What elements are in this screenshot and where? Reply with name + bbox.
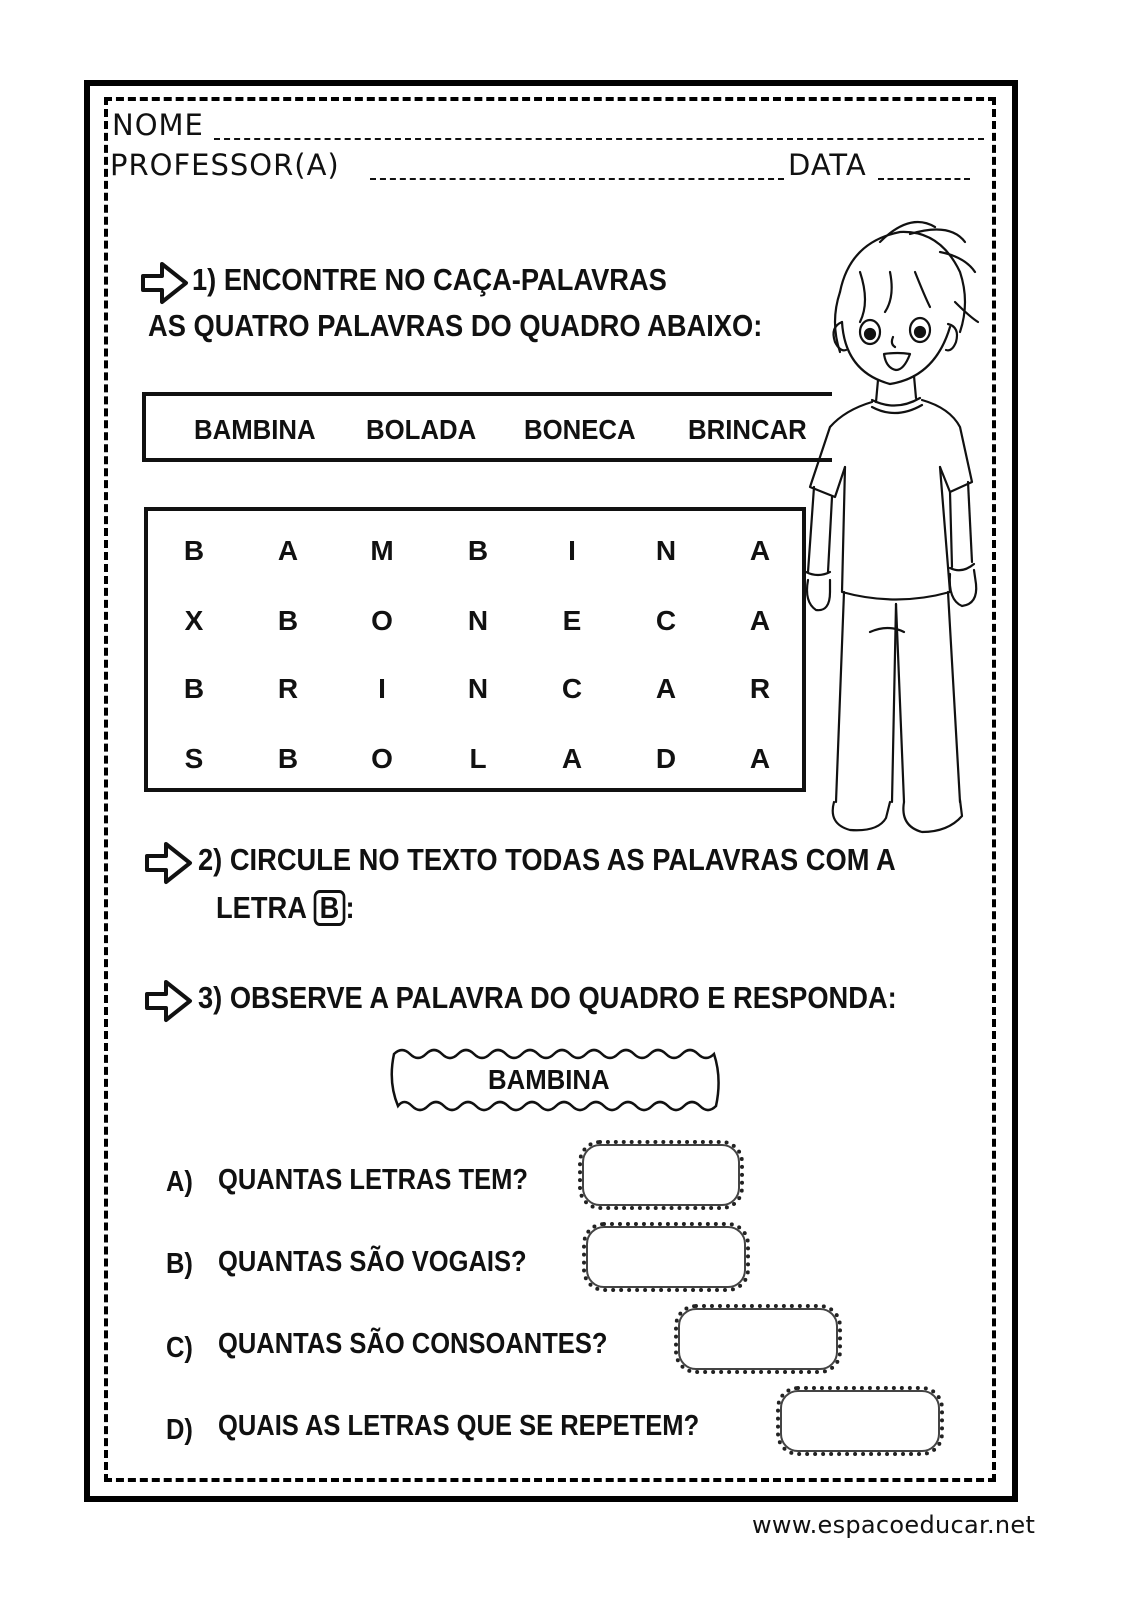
- grid-cell[interactable]: N: [467, 605, 489, 636]
- date-input-line[interactable]: [878, 178, 970, 180]
- arrow-right-icon: [144, 976, 196, 1026]
- grid-cell[interactable]: C: [655, 605, 677, 636]
- exercise2-title-line1: 2) CIRCULE NO TEXTO TODAS AS PALAVRAS COM A: [198, 842, 896, 877]
- question-letter: C): [166, 1332, 193, 1364]
- grid-cell[interactable]: A: [749, 535, 771, 566]
- question-text: QUAIS AS LETRAS QUE SE REPETEM?: [218, 1410, 700, 1442]
- date-label: DATA: [788, 148, 867, 182]
- grid-cell[interactable]: A: [655, 673, 677, 704]
- grid-cell[interactable]: A: [749, 743, 771, 774]
- grid-cell[interactable]: S: [184, 743, 204, 774]
- grid-cell[interactable]: X: [184, 605, 204, 636]
- question-text: QUANTAS LETRAS TEM?: [218, 1164, 529, 1196]
- name-label: NOME: [112, 108, 204, 142]
- answer-box-c[interactable]: [674, 1304, 842, 1374]
- grid-cell[interactable]: B: [467, 535, 489, 566]
- grid-cell[interactable]: A: [561, 743, 583, 774]
- grid-cell[interactable]: A: [749, 605, 771, 636]
- grid-cell[interactable]: B: [277, 743, 299, 774]
- teacher-label: PROFESSOR(A): [110, 148, 340, 182]
- observed-word: BAMBINA: [488, 1064, 610, 1095]
- grid-cell[interactable]: B: [183, 673, 205, 704]
- exercise2-prefix: LETRA: [216, 890, 306, 925]
- exercise2-suffix: :: [345, 890, 355, 925]
- arrow-right-icon: [144, 838, 196, 888]
- grid-cell[interactable]: N: [467, 673, 489, 704]
- answer-box-d[interactable]: [776, 1386, 944, 1456]
- question-letter: A): [166, 1166, 193, 1198]
- word-search-grid: [144, 507, 806, 792]
- word-bank-item: BAMBINA: [194, 414, 316, 445]
- exercise1-title-line1: 1) ENCONTRE NO CAÇA-PALAVRAS: [192, 262, 667, 297]
- question-text: QUANTAS SÃO VOGAIS?: [218, 1246, 527, 1278]
- answer-box-a[interactable]: [578, 1140, 744, 1210]
- highlight-letter-box: B: [314, 890, 346, 926]
- grid-cell[interactable]: L: [469, 743, 487, 774]
- grid-cell[interactable]: B: [183, 535, 205, 566]
- grid-cell[interactable]: D: [655, 743, 677, 774]
- grid-cell[interactable]: R: [749, 673, 771, 704]
- grid-cell[interactable]: I: [378, 673, 386, 704]
- grid-cell[interactable]: E: [562, 605, 582, 636]
- grid-cell[interactable]: A: [277, 535, 299, 566]
- grid-cell[interactable]: N: [655, 535, 677, 566]
- word-bank-item: BRINCAR: [688, 414, 807, 445]
- question-text: QUANTAS SÃO CONSOANTES?: [218, 1328, 608, 1360]
- name-input-line[interactable]: [214, 138, 984, 140]
- grid-cell[interactable]: I: [568, 535, 576, 566]
- answer-box-b[interactable]: [582, 1222, 750, 1292]
- word-bank-item: BOLADA: [366, 414, 477, 445]
- word-bank-item: BONECA: [524, 414, 636, 445]
- grid-cell[interactable]: C: [561, 673, 583, 704]
- footer-website-link[interactable]: www.espacoeducar.net: [752, 1511, 1036, 1539]
- question-letter: B): [166, 1248, 193, 1280]
- teacher-input-line[interactable]: [370, 178, 784, 180]
- exercise2-title-line2: [216, 890, 355, 926]
- question-letter: D): [166, 1414, 193, 1446]
- grid-cell[interactable]: O: [371, 743, 393, 774]
- word-bank-box: [142, 392, 832, 462]
- exercise1-title-line2: AS QUATRO PALAVRAS DO QUADRO ABAIXO:: [148, 308, 763, 343]
- grid-cell[interactable]: M: [370, 535, 394, 566]
- grid-cell[interactable]: R: [277, 673, 299, 704]
- grid-cell[interactable]: B: [277, 605, 299, 636]
- arrow-right-icon: [140, 258, 192, 308]
- boy-illustration-icon: [800, 212, 980, 840]
- grid-cell[interactable]: O: [371, 605, 393, 636]
- exercise3-title: 3) OBSERVE A PALAVRA DO QUADRO E RESPONDA:: [198, 980, 897, 1015]
